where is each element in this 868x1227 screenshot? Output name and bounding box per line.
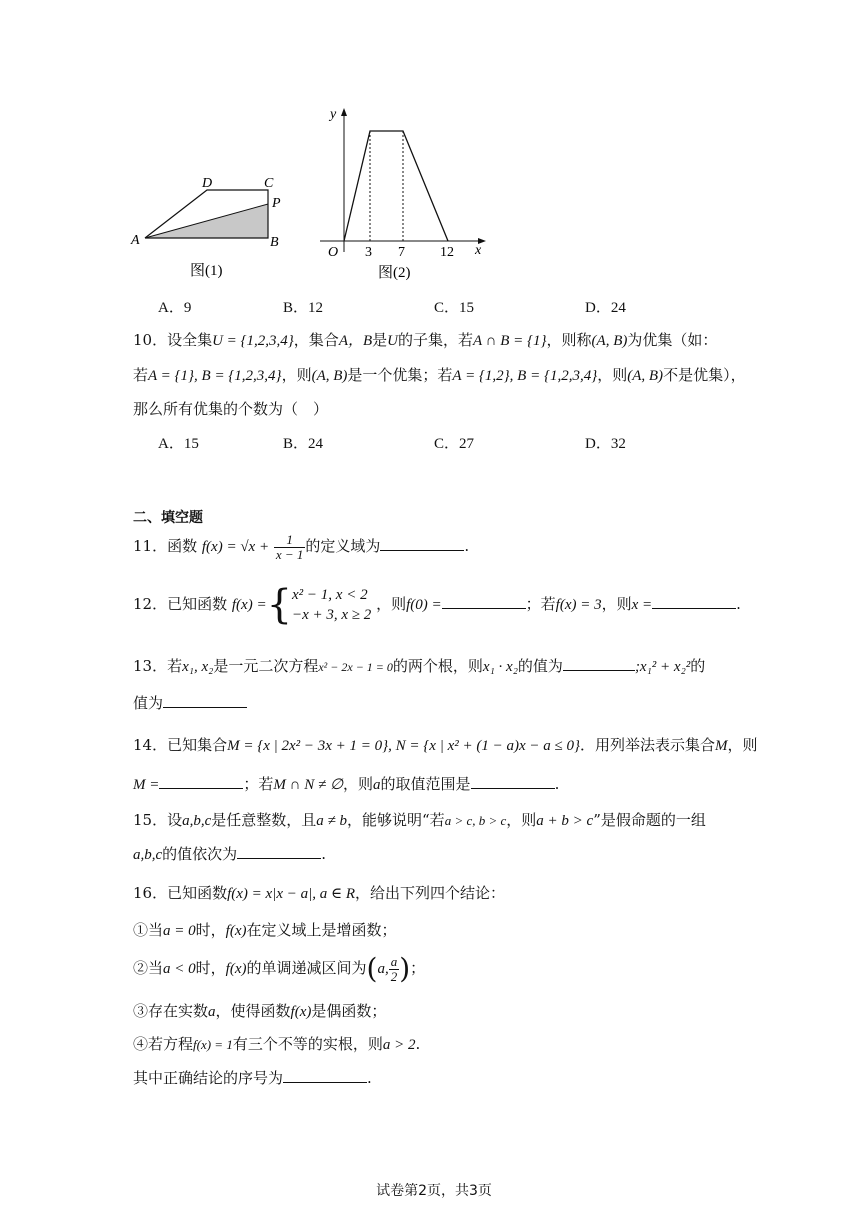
- q12-answer-blank-2[interactable]: [652, 594, 736, 609]
- q10-option-c[interactable]: C．27: [434, 436, 475, 452]
- q16-answer-blank[interactable]: [283, 1068, 367, 1083]
- axis-x-label: x: [475, 243, 482, 258]
- q16-statement-4: ④若方程f(x) = 1有三个不等的实根，则a > 2.: [133, 1035, 421, 1053]
- q10-line-2: 若A = {1}, B = {1,2,3,4}，则(A, B)是一个优集；若A = {1,2}, B = {1,2,3,4}，则(A, B)不是优集），: [133, 366, 746, 384]
- figure-1-caption: 图(1): [190, 263, 223, 279]
- q16-statement-2: ②当a < 0时，f(x)的单调递减区间为(a, $\frac{a}{2}$ )；: [133, 952, 426, 985]
- q13-answer-blank-2[interactable]: [163, 693, 247, 708]
- label-P: P: [272, 196, 281, 211]
- q9-option-a[interactable]: A．9: [158, 300, 192, 316]
- label-B: B: [270, 235, 279, 250]
- q10-option-a[interactable]: A．15: [158, 436, 199, 452]
- q11-fraction: $\frac{1}{x - 1}$: [275, 531, 304, 562]
- page-footer: 试卷第2页，共3页: [376, 1183, 492, 1199]
- q10-option-d[interactable]: D．32: [585, 436, 626, 452]
- q16-stem: 16．已知函数f(x) = x|x − a|, a ∈ R，给出下列四个结论：: [133, 884, 505, 902]
- q14-line-2: M = ；若M ∩ N ≠ ∅，则a的取值范围是 .: [133, 775, 560, 793]
- q12: 12．已知函数 f(x) ={ x² − 1, x < 2 −x + 3, x ≥ 2 ，则f(0) = ；若f(x) = 3，则x = .: [133, 582, 741, 628]
- q9-option-b[interactable]: B．12: [283, 300, 324, 316]
- q10-line-1: 10．设全集U = {1,2,3,4}，集合A，B是U的子集，若A ∩ B = {1}，则称(A, B)为优集（如：: [133, 331, 718, 349]
- q14-line-1: 14．已知集合M = {x | 2x² − 3x + 1 = 0}, N = {x | x² + (1 − a)x − a ≤ 0}．用列举法表示集合M，则: [133, 736, 758, 754]
- q16-statement-3: ③存在实数a，使得函数f(x)是偶函数；: [133, 1002, 387, 1020]
- q13-answer-blank-1[interactable]: [563, 656, 635, 671]
- q13-line-1: 13．若x₁, x₂是一元二次方程x² − 2x − 1 = 0的两个根，则x₁ · x₂的值为 ;x₁² + x₂²的: [133, 657, 706, 675]
- q16-left-paren: (: [366, 952, 378, 985]
- q15-answer-blank[interactable]: [237, 844, 321, 859]
- q11-answer-blank[interactable]: [380, 536, 464, 551]
- label-A: A: [131, 233, 140, 248]
- origin-label: O: [328, 245, 339, 260]
- q12-brace: {: [266, 582, 293, 628]
- q16-final: 其中正确结论的序号为 .: [133, 1069, 372, 1087]
- section-title-fill-in: 二、填空题: [133, 510, 203, 526]
- label-D: D: [202, 176, 213, 191]
- q15-line-2: a,b,c的值依次为 .: [133, 845, 326, 863]
- q10-line-3: 那么所有优集的个数为（ ）: [133, 400, 329, 418]
- tick-3: 3: [365, 245, 372, 260]
- graph-line: [344, 131, 448, 241]
- figure-2-caption: 图(2): [378, 265, 411, 281]
- q10-option-b[interactable]: B．24: [283, 436, 324, 452]
- figure-1-trapezoid: [125, 170, 300, 285]
- shaded-triangle-apb: [145, 204, 268, 238]
- label-C: C: [264, 176, 274, 191]
- q13-line-2: 值为: [133, 692, 247, 713]
- q16-interval-fraction: $\frac{a}{2}$: [390, 953, 398, 984]
- q12-answer-blank-1[interactable]: [442, 594, 526, 609]
- figure-2-graph: [310, 102, 500, 287]
- y-axis-arrow: [341, 108, 347, 116]
- q11: 11．函数 f(x) = √x + $\frac{1}{x - 1}$ 的定义域为 .: [133, 531, 470, 562]
- q16-statement-1: ①当a = 0时，f(x)在定义域上是增函数；: [133, 921, 397, 939]
- tick-7: 7: [398, 245, 405, 260]
- q9-option-c[interactable]: C．15: [434, 300, 475, 316]
- q9-option-d[interactable]: D．24: [585, 300, 626, 316]
- tick-12: 12: [440, 245, 454, 260]
- q14-answer-blank-2[interactable]: [471, 774, 555, 789]
- axis-y-label: y: [330, 107, 337, 122]
- q16-right-paren: ): [399, 952, 411, 985]
- q14-answer-blank-1[interactable]: [159, 774, 243, 789]
- q15-line-1: 15．设a,b,c是任意整数，且a ≠ b，能够说明“若a > c, b > c，则a + b > c”是假命题的一组: [133, 811, 706, 829]
- q12-piecewise: x² − 1, x < 2 −x + 3, x ≥ 2: [292, 587, 372, 623]
